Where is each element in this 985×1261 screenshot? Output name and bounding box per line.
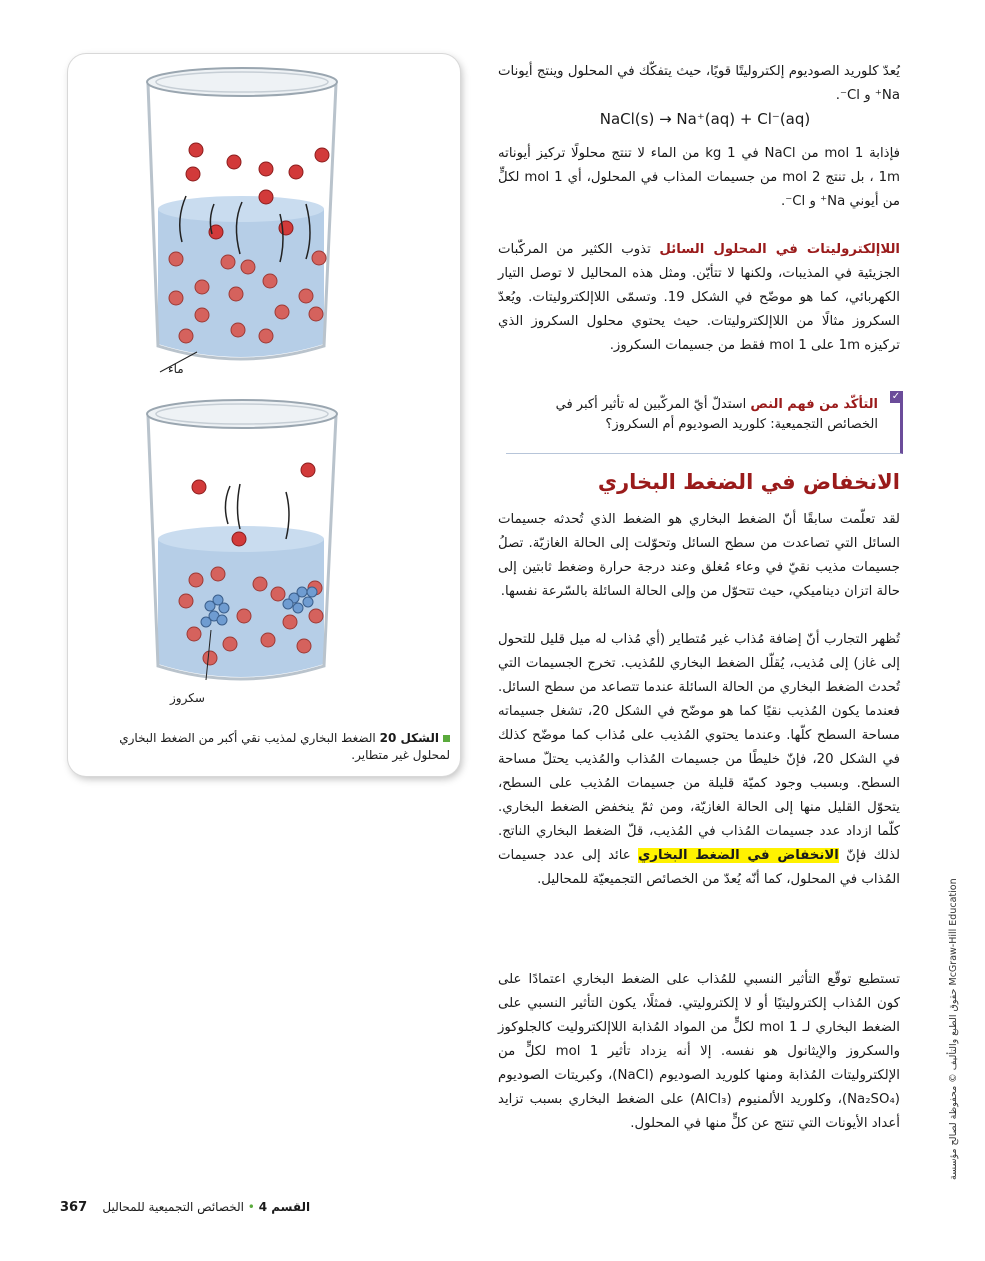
reading-check-box	[506, 391, 903, 454]
nonelectrolytes-text: تذوب الكثير من المركّبات الجزيئية في المذيبات، ولكنها لا تتأيّن. ومثل هذه المحاليل لا توصل التيار الكهربائي، كما هو موضّح في الشكل 19. وتسمّى اللاإلكتروليتات. ويُعدّ السكروز مثالًا من اللاإلكتروليتات. حيث يحتوي محلول السكروز الذي تركيزه 1m على 1 mol فقط من جسيمات السكروز.	[498, 242, 900, 353]
caption-bullet-icon	[443, 735, 450, 742]
highlighted-term: الانخفاض في الضغط البخاري	[638, 848, 839, 863]
dissociation-equation: NaCl(s) → Na⁺(aq) + Cl⁻(aq)	[599, 110, 811, 128]
pure-solvent-beaker	[90, 54, 440, 384]
footer-title: الخصائص التجميعية للمحاليل	[102, 1200, 244, 1214]
solution-beaker	[90, 394, 440, 704]
nonelectrolytes-term: اللاإلكتروليتات في المحلول السائل	[659, 242, 900, 257]
page-footer	[60, 1200, 350, 1215]
footer-unit: القسم 4	[258, 1200, 311, 1214]
section-paragraph-1: لقد تعلّمت سابقًا أنّ الضغط البخاري هو الضغط الذي تُحدثه جسيمات السائل التي تصاعدت من سطح السائل وتحوّلت إلى الحالة الغازيّة. تصلُ جسيمات مذيب نقيّ في وعاء مُغلق وعند درجة حرارة وضغط ثابتين إلى حالة اتزان ديناميكي، حيث تتحوّل من وإلى الحالة السائلة بالسّرعة نفسها.	[498, 512, 900, 599]
section-paragraph-2	[498, 628, 900, 892]
page-number: 367	[60, 1200, 88, 1215]
reading-check-title: التأكّد من فهم النص	[750, 397, 878, 412]
section-paragraph-3: تستطيع توقّع التأثير النسبي للمُذاب على الضغط البخاري اعتمادًا على كون المُذاب إلكتروليتيًا أو لا إلكتروليتي. فمثلًا، يكون التأثير النسبي على الضغط البخاري لـ 1 mol لكلٍّ من المواد المُذابة اللاإلكتروليت كالجلوكوز والسكروز والإيثانول هو نفسه. إلا أنه يزداد تأثير 1 mol لكلٍّ من الإلكتروليتات المُذابة ومنها كلوريد الصوديوم (NaCl)، وكبريتات الصوديوم (Na₂SO₄)، وكلوريد الألمنيوم (AlCl₃) على الضغط البخاري بسبب تزايد أعداد الأيونات التي تنتج عن كلٍّ منها في المحلول.	[498, 972, 901, 1131]
sucrose-label: سكروز	[170, 691, 205, 705]
figure-caption	[88, 730, 450, 764]
water-label: ماء	[168, 362, 184, 376]
intro-paragraph-1: يُعدّ كلوريد الصوديوم إلكتروليتًا قويًا، حيث يتفكّك في المحلول وينتج أيونات Na⁺ و Cl⁻.	[498, 64, 900, 103]
caption-label: الشكل 20	[379, 731, 439, 745]
checkbox-icon: ✓	[891, 391, 901, 402]
caption-text: الضغط البخاري لمذيب نقي أكبر من الضغط البخاري لمحلول غير متطاير.	[119, 731, 450, 762]
section-paragraph-2-after: عائد إلى عدد جسيمات المُذاب في المحلول، كما أنّه يُعدّ من الخصائص التجميعيّة للمحاليل.	[498, 848, 900, 887]
nonelectrolytes-paragraph	[498, 238, 900, 358]
reading-check-prompt: استدلّ أيّ المركّبين له تأثير أكبر في الخصائص التجميعية: كلوريد الصوديوم أم السكروز؟	[555, 397, 878, 432]
footer-separator: •	[247, 1200, 255, 1214]
copyright-credit: حقوق الطبع والتأليف © محفوظة لصالح مؤسسة McGraw-Hill Education	[948, 878, 959, 1180]
section-paragraph-2-before: تُظهر التجارب أنّ إضافة مُذاب غير مُتطاير (أي مُذاب له ميل قليل للتحول إلى غاز) إلى مُذيب، يُقلّل الضغط البخاري للمُذيب. تخرج الجسيمات التي تُحدث الضغط البخاري من الحالة السائلة عندما تتصاعد من سطح السائل. فعندما يكون المُذيب نقيًا كما هو موضّح في الشكل 20، تشغل جسيماته مساحة السطح كلّها. وعندما يحتوي المُذيب على مُذاب كما موضّح كذلك في الشكل 20، فإنّ خليطًا من جسيمات المُذاب والمُذيب يحتلّ مساحة السطح. وبسبب وجود كميّة قليلة من جسيمات المُذيب على السطح، يتحوّل القليل منها إلى الحالة الغازيّة، ومن ثمّ ينخفض الضغط البخاري. كلّما ازداد عدد جسيمات المُذاب في المُذيب، قلّ الضغط البخاري الناتج. لذلك فإنّ	[498, 632, 900, 863]
reading-check-text	[506, 395, 878, 435]
section-title: الانخفاض في الضغط البخاري	[597, 470, 900, 494]
intro-paragraph-2: فإذابة 1 mol من NaCl في 1 kg من الماء لا تنتج محلولًا تركيز أيوناته 1m ، بل تنتج 2 mol من جسيمات المذاب في المحلول، أي 1 mol لكلٍّ من أيوني Na⁺ و Cl⁻.	[498, 146, 900, 209]
figure-card	[68, 54, 460, 776]
